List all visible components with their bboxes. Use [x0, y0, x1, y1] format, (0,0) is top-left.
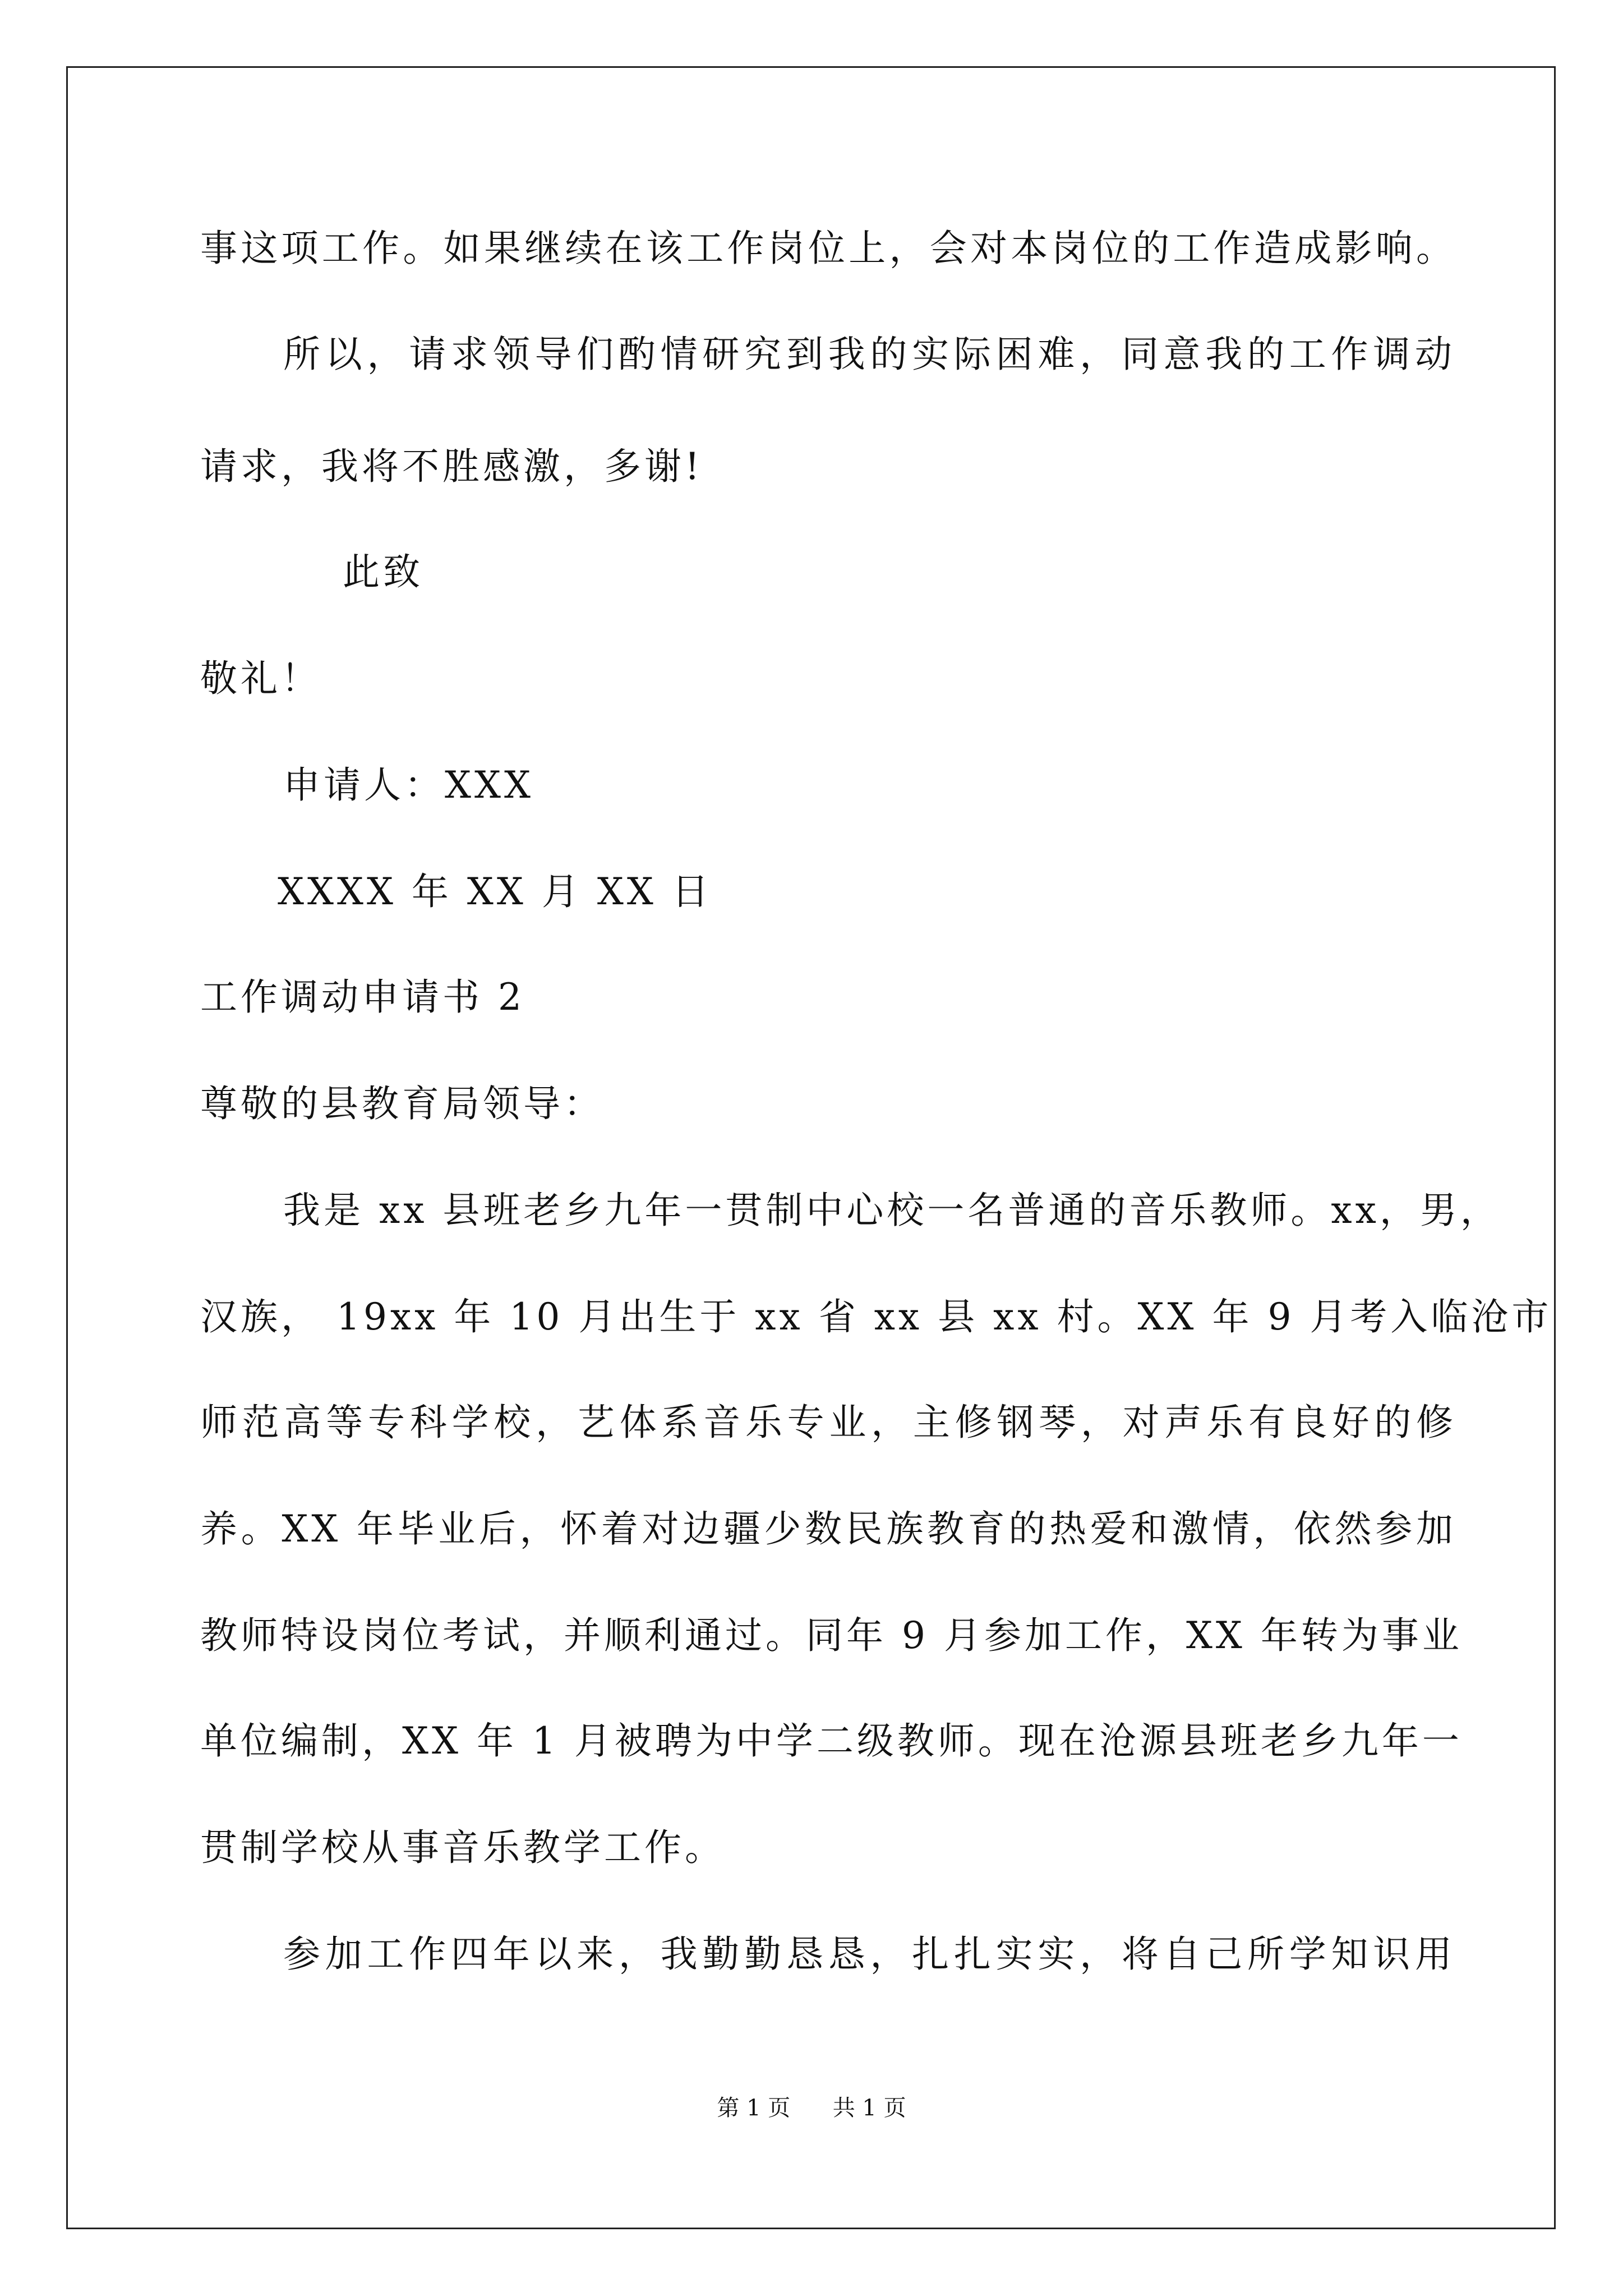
greeting-line: 尊敬的县教育局领导： [200, 1082, 604, 1125]
body-line: 请求，我将不胜感激，多谢! [200, 445, 703, 488]
paragraph-line: 我是 xx 县班老乡九年一贯制中心校一名普通的音乐教师。xx，男， [283, 1189, 1501, 1232]
body-line: 事这项工作。如果继续在该工作岗位上，会对本岗位的工作造成影响。 [200, 227, 1456, 270]
body-line: 单位编制，XX 年 1 月被聘为中学二级教师。现在沧源县班老乡九年一 [200, 1719, 1463, 1763]
body-line: 汉族， 19xx 年 10 月出生于 xx 省 xx 县 xx 村。XX 年 9 月考入临沧市 [200, 1295, 1552, 1338]
body-line: 养。XX 年毕业后，怀着对边疆少数民族教育的热爱和激情，依然参加 [200, 1507, 1456, 1550]
respect-line: 敬礼！ [200, 657, 321, 700]
applicant-line: 申请人：XXX [283, 763, 534, 807]
body-line: 贯制学校从事音乐教学工作。 [200, 1826, 725, 1869]
page-footer [0, 2094, 1623, 2122]
page-number: 第 1 页 [717, 2095, 791, 2121]
salutation-closing: 此致 [343, 550, 423, 593]
date-line: XXXX 年 XX 月 XX 日 [278, 870, 712, 913]
body-line: 师范高等专科学校，艺体系音乐专业，主修钢琴，对声乐有良好的修 [200, 1401, 1456, 1444]
body-line: 教师特设岗位考试，并顺利通过。同年 9 月参加工作，XX 年转为事业 [200, 1614, 1463, 1657]
page-border [66, 66, 1556, 2229]
page-total: 共 1 页 [832, 2095, 906, 2121]
paragraph-line: 参加工作四年以来，我勤勤恳恳，扎扎实实，将自己所学知识用 [283, 1932, 1455, 1976]
paragraph-line: 所以，请求领导们酌情研究到我的实际困难，同意我的工作调动 [283, 333, 1455, 376]
section-title: 工作调动申请书 2 [200, 976, 525, 1019]
